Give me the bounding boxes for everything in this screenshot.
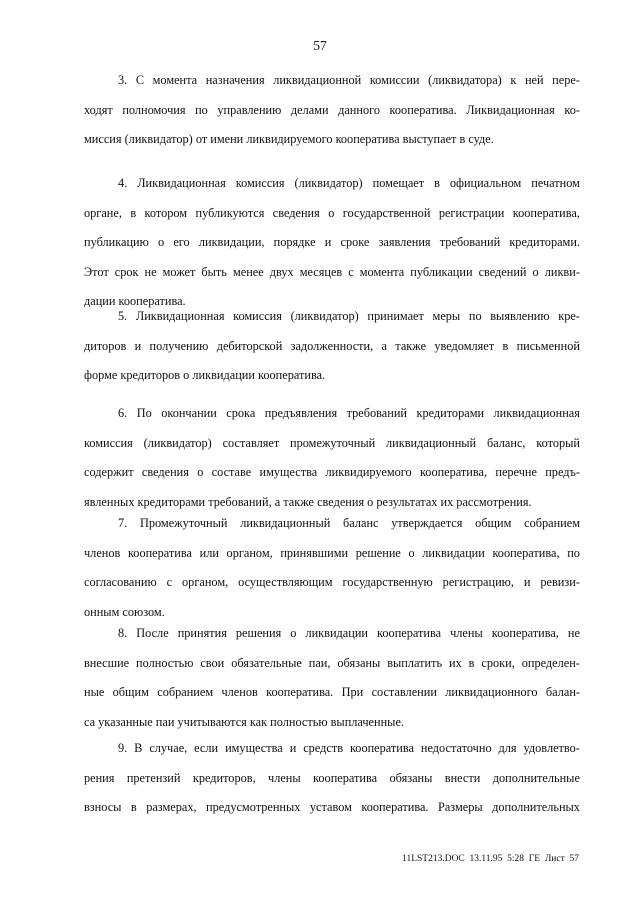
paragraph-line: внесшие полностью свои обязательные паи, обязаны выплатить их в сроки, определен- bbox=[84, 655, 580, 670]
paragraph-line: явленных кредиторами требований, а также сведения о результатах их рассмотрения. bbox=[84, 494, 532, 509]
paragraph-line: содержит сведения о составе имущества ликвидируемого кооператива, перечне предъ- bbox=[84, 465, 580, 479]
paragraph-line: 3. С момента назначения ликвидационной комиссии (ликвидатора) к ней пере- bbox=[118, 73, 580, 87]
paragraph-line: 6. По окончании срока предъявления требований кредиторами ликвидационная bbox=[118, 406, 580, 420]
paragraph-line: органе, в котором публикуются сведения о государственной регистрации кооператива, bbox=[84, 205, 580, 220]
paragraph-line: Этот срок не может быть менее двух месяцев с момента публикации сведений о ликви- bbox=[84, 264, 580, 279]
paragraph-line: согласованию с органом, осуществляющим государственную регистрацию, и ревизи- bbox=[84, 575, 580, 589]
paragraph-line: форме кредиторов о ликвидации кооператива. bbox=[84, 368, 326, 382]
paragraph-line: са указанные паи учитываются как полностью выплаченные. bbox=[84, 714, 404, 729]
page-footer: 11LST213.DOC 13.11.95 5:28 ГЕ Лист 57 bbox=[402, 854, 579, 864]
paragraph-line: 7. Промежуточный ликвидационный баланс утверждается общим собранием bbox=[118, 516, 580, 530]
paragraph-line: 4. Ликвидационная комиссия (ликвидатор) помещает в официальном печатном bbox=[118, 176, 580, 190]
paragraph-line: диторов и получению дебиторской задолженности, а также уведомляет в письменной bbox=[84, 338, 580, 353]
paragraph-line: взносы в размерах, предусмотренных уставом кооператива. Размеры дополнительных bbox=[84, 800, 580, 814]
paragraph-line: 8. После принятия решения о ликвидации кооператива члены кооператива, не bbox=[118, 626, 580, 640]
paragraph-line: 5. Ликвидационная комиссия (ликвидатор) принимает меры по выявлению кре- bbox=[118, 309, 580, 323]
paragraph-line: миссия (ликвидатор) от имени ликвидируемого кооператива выступает в суде. bbox=[84, 132, 494, 146]
paragraph-line: дации кооператива. bbox=[84, 294, 186, 308]
paragraph-line: 9. В случае, если имущества и средств кооператива недостаточно для удовлетво- bbox=[118, 741, 580, 755]
paragraph-line: членов кооператива или органом, принявшими решение о ликвидации кооператива, по bbox=[84, 545, 580, 560]
page-number: 57 bbox=[313, 38, 327, 53]
paragraph-line: публикацию о его ликвидации, порядке и сроке заявления требований кредиторами. bbox=[84, 235, 580, 249]
paragraph-line: рения претензий кредиторов, члены кооператива обязаны внести дополнительные bbox=[84, 770, 580, 785]
paragraph-line: ные общим собранием членов кооператива. При составлении ликвидационного балан- bbox=[84, 685, 580, 699]
paragraph-line: онным союзом. bbox=[84, 604, 165, 619]
paragraph-line: ходят полномочия по управлению делами данного кооператива. Ликвидационная ко- bbox=[84, 102, 580, 117]
paragraph-line: комиссия (ликвидатор) составляет промежуточный ликвидационный баланс, который bbox=[84, 435, 580, 450]
